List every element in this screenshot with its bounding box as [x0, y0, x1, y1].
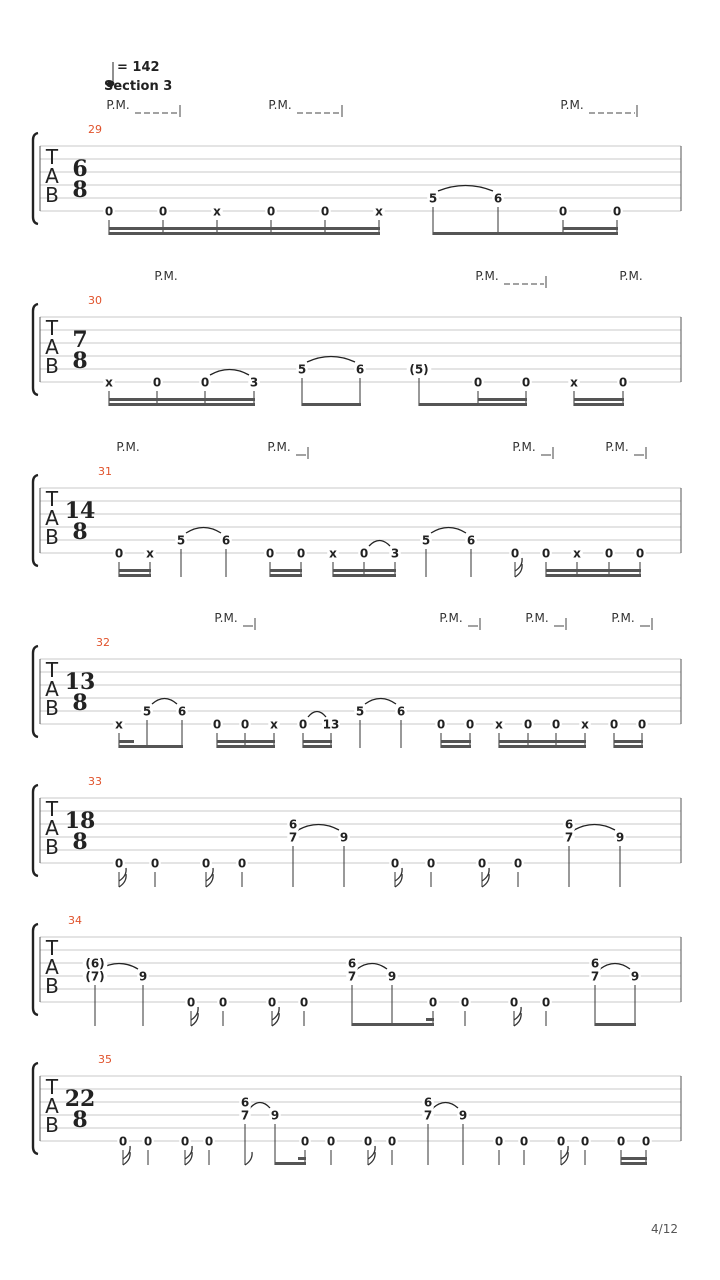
- fret-number: x: [329, 546, 337, 561]
- beam: [574, 403, 624, 406]
- fret-number: 0: [465, 717, 475, 732]
- palm-mute-label: P.M.: [525, 611, 549, 625]
- fret-number: 0: [150, 856, 160, 871]
- fret-number: 0: [320, 204, 330, 219]
- tab-clef-t: T: [45, 936, 59, 960]
- measure-number: 29: [88, 123, 102, 136]
- beam: [499, 745, 586, 748]
- beam: [109, 232, 380, 235]
- fret-number: 0: [298, 717, 308, 732]
- tab-clef-a: A: [45, 955, 59, 979]
- system-bracket: [33, 475, 38, 566]
- fret-number: 0: [513, 856, 523, 871]
- time-signature-bottom: 8: [72, 519, 88, 545]
- tie-arc: [298, 825, 339, 831]
- tie-arc: [308, 712, 326, 718]
- tab-clef-a: A: [45, 677, 59, 701]
- beam: [217, 740, 275, 743]
- fret-number: 0: [300, 1134, 310, 1149]
- beam: [441, 745, 471, 748]
- fret-number: x: [146, 546, 154, 561]
- tie-arc: [210, 370, 249, 376]
- fret-number: 6: [493, 191, 503, 206]
- fret-number: 6: [423, 1095, 433, 1110]
- fret-number: (7): [85, 969, 105, 984]
- beam: [563, 232, 618, 235]
- fret-number: 9: [387, 969, 397, 984]
- fret-number: 0: [359, 546, 369, 561]
- beam: [478, 403, 527, 406]
- fret-number: 0: [436, 717, 446, 732]
- tie-arc: [431, 528, 466, 534]
- fret-number: 0: [204, 1134, 214, 1149]
- palm-mute-label: P.M.: [268, 98, 292, 112]
- fret-number: 0: [363, 1134, 373, 1149]
- fret-number: 0: [186, 995, 196, 1010]
- fret-number: (5): [409, 362, 429, 377]
- system-bracket: [33, 133, 38, 224]
- tab-system: [33, 269, 681, 406]
- tab-system: [33, 914, 681, 1026]
- fret-number: 7: [423, 1108, 433, 1123]
- tab-clef-t: T: [45, 487, 59, 511]
- palm-mute-label: P.M.: [267, 440, 291, 454]
- beam: [119, 740, 134, 743]
- fret-number: 0: [428, 995, 438, 1010]
- fret-number: 9: [458, 1108, 468, 1123]
- beam: [109, 398, 255, 401]
- beam: [563, 227, 618, 230]
- fret-number: 0: [114, 546, 124, 561]
- beam: [621, 1157, 647, 1160]
- beam: [574, 398, 624, 401]
- tab-system: [33, 611, 681, 748]
- fret-number: 0: [240, 717, 250, 732]
- beam: [333, 569, 396, 572]
- fret-number: 0: [510, 546, 520, 561]
- fret-number: 5: [142, 704, 152, 719]
- tie-arc: [574, 825, 615, 831]
- palm-mute-label: P.M.: [605, 440, 629, 454]
- time-signature-bottom: 8: [72, 829, 88, 855]
- tab-clef-t: T: [45, 658, 59, 682]
- fret-number: 7: [347, 969, 357, 984]
- beam: [478, 398, 527, 401]
- tempo-value: = 142: [117, 60, 160, 75]
- fret-number: 6: [355, 362, 365, 377]
- fret-number: 7: [240, 1108, 250, 1123]
- time-signature-bottom: 8: [72, 1107, 88, 1133]
- fret-number: 6: [590, 956, 600, 971]
- fret-number: 0: [494, 1134, 504, 1149]
- fret-number: 6: [177, 704, 187, 719]
- tab-clef-a: A: [45, 506, 59, 530]
- fret-number: 0: [616, 1134, 626, 1149]
- beam: [614, 745, 643, 748]
- fret-number: (6): [85, 956, 105, 971]
- tie-arc: [357, 964, 387, 970]
- time-signature-bottom: 8: [72, 177, 88, 203]
- fret-number: 9: [339, 830, 349, 845]
- fret-number: 0: [509, 995, 519, 1010]
- fret-number: 5: [428, 191, 438, 206]
- tab-clef-b: B: [45, 525, 59, 549]
- tie-arc: [307, 357, 355, 363]
- fret-number: 0: [266, 204, 276, 219]
- fret-number: 0: [296, 546, 306, 561]
- fret-number: 6: [240, 1095, 250, 1110]
- tab-clef-a: A: [45, 1094, 59, 1118]
- tab-clef-t: T: [45, 797, 59, 821]
- fret-number: 0: [390, 856, 400, 871]
- palm-mute-label: P.M.: [214, 611, 238, 625]
- fret-number: 7: [590, 969, 600, 984]
- system-bracket: [33, 304, 38, 395]
- fret-number: 0: [556, 1134, 566, 1149]
- tab-clef-b: B: [45, 974, 59, 998]
- tab-clef-t: T: [45, 145, 59, 169]
- beam: [441, 740, 471, 743]
- measure-number: 32: [96, 636, 110, 649]
- palm-mute-label: P.M.: [106, 98, 130, 112]
- beam: [217, 745, 275, 748]
- beam: [270, 569, 302, 572]
- system-bracket: [33, 785, 38, 876]
- fret-number: 5: [297, 362, 307, 377]
- palm-mute-label: P.M.: [619, 269, 643, 283]
- palm-mute-label: P.M.: [475, 269, 499, 283]
- fret-number: 6: [221, 533, 231, 548]
- fret-number: 0: [326, 1134, 336, 1149]
- fret-number: 0: [118, 1134, 128, 1149]
- beam: [595, 1023, 636, 1026]
- tie-arc: [438, 186, 493, 192]
- beam: [352, 1023, 434, 1026]
- fret-number: 0: [267, 995, 277, 1010]
- measure-number: 35: [98, 1053, 112, 1066]
- palm-mute-label: P.M.: [439, 611, 463, 625]
- beam: [119, 745, 183, 748]
- fret-number: 0: [477, 856, 487, 871]
- system-bracket: [33, 924, 38, 1015]
- beam: [546, 574, 641, 577]
- system-bracket: [33, 646, 38, 737]
- fret-number: 0: [143, 1134, 153, 1149]
- fret-number: 0: [201, 856, 211, 871]
- beam: [426, 1018, 434, 1021]
- fret-number: 0: [612, 204, 622, 219]
- palm-mute-label: P.M.: [560, 98, 584, 112]
- fret-number: 0: [158, 204, 168, 219]
- beam: [546, 569, 641, 572]
- tab-system: [33, 1053, 681, 1165]
- tie-arc: [600, 964, 630, 970]
- tab-clef-a: A: [45, 816, 59, 840]
- measure-number: 34: [68, 914, 82, 927]
- palm-mute-label: P.M.: [116, 440, 140, 454]
- tie-arc: [433, 1103, 458, 1109]
- beam: [499, 740, 586, 743]
- measure-number: 33: [88, 775, 102, 788]
- tab-clef-b: B: [45, 183, 59, 207]
- tab-clef-a: A: [45, 335, 59, 359]
- fret-number: 0: [265, 546, 275, 561]
- fret-number: 6: [396, 704, 406, 719]
- fret-number: x: [105, 375, 113, 390]
- fret-number: x: [115, 717, 123, 732]
- beam: [119, 569, 151, 572]
- fret-number: 0: [460, 995, 470, 1010]
- tab-system: [33, 440, 681, 577]
- fret-number: 0: [114, 856, 124, 871]
- fret-number: x: [270, 717, 278, 732]
- time-signature-top: 7: [72, 327, 88, 353]
- beam: [270, 574, 302, 577]
- fret-number: 0: [618, 375, 628, 390]
- fret-number: 0: [200, 375, 210, 390]
- tab-clef-t: T: [45, 1075, 59, 1099]
- beam: [275, 1162, 306, 1165]
- fret-number: 0: [541, 995, 551, 1010]
- time-signature-top: 6: [72, 156, 88, 182]
- beam: [614, 740, 643, 743]
- palm-mute-label: P.M.: [154, 269, 178, 283]
- time-signature-top: 14: [64, 498, 96, 524]
- section-title: Section 3: [104, 79, 173, 94]
- time-signature-top: 22: [64, 1086, 96, 1112]
- beam: [303, 740, 332, 743]
- fret-number: 6: [347, 956, 357, 971]
- fret-number: 5: [421, 533, 431, 548]
- fret-number: 0: [218, 995, 228, 1010]
- time-signature-top: 18: [64, 808, 96, 834]
- fret-number: 0: [609, 717, 619, 732]
- fret-number: x: [573, 546, 581, 561]
- fret-number: x: [581, 717, 589, 732]
- fret-number: 3: [249, 375, 259, 390]
- tie-arc: [369, 541, 390, 547]
- fret-number: 5: [355, 704, 365, 719]
- fret-number: 0: [521, 375, 531, 390]
- beam: [119, 574, 151, 577]
- fret-number: 5: [176, 533, 186, 548]
- beam: [109, 227, 380, 230]
- tab-clef-b: B: [45, 696, 59, 720]
- fret-number: 0: [541, 546, 551, 561]
- note-flag: [245, 1152, 252, 1165]
- system-bracket: [33, 1063, 38, 1154]
- measure-number: 31: [98, 465, 112, 478]
- tie-arc: [365, 699, 396, 705]
- fret-number: 0: [152, 375, 162, 390]
- fret-number: x: [570, 375, 578, 390]
- fret-number: 0: [473, 375, 483, 390]
- fret-number: 0: [519, 1134, 529, 1149]
- fret-number: 0: [299, 995, 309, 1010]
- fret-number: 7: [564, 830, 574, 845]
- fret-number: 0: [551, 717, 561, 732]
- fret-number: 6: [466, 533, 476, 548]
- fret-number: 7: [288, 830, 298, 845]
- tie-arc: [186, 528, 221, 534]
- fret-number: 9: [615, 830, 625, 845]
- time-signature-bottom: 8: [72, 348, 88, 374]
- fret-number: x: [375, 204, 383, 219]
- beam: [302, 403, 361, 406]
- tie-arc: [250, 1103, 270, 1109]
- tab-clef-t: T: [45, 316, 59, 340]
- fret-number: 0: [523, 717, 533, 732]
- tab-clef-b: B: [45, 1113, 59, 1137]
- fret-number: x: [495, 717, 503, 732]
- tab-clef-a: A: [45, 164, 59, 188]
- fret-number: 0: [580, 1134, 590, 1149]
- tie-arc: [152, 699, 177, 705]
- page-number: 4/12: [651, 1222, 678, 1236]
- fret-number: 0: [641, 1134, 651, 1149]
- fret-number: 0: [212, 717, 222, 732]
- palm-mute-label: P.M.: [611, 611, 635, 625]
- fret-number: 0: [237, 856, 247, 871]
- beam: [298, 1157, 306, 1160]
- fret-number: 0: [104, 204, 114, 219]
- tab-clef-b: B: [45, 354, 59, 378]
- time-signature-top: 13: [64, 669, 96, 695]
- fret-number: 0: [387, 1134, 397, 1149]
- fret-number: 9: [630, 969, 640, 984]
- measure-number: 30: [88, 294, 102, 307]
- fret-number: 9: [138, 969, 148, 984]
- fret-number: x: [213, 204, 221, 219]
- fret-number: 0: [558, 204, 568, 219]
- tab-clef-b: B: [45, 835, 59, 859]
- fret-number: 3: [390, 546, 400, 561]
- beam: [333, 574, 396, 577]
- fret-number: 0: [637, 717, 647, 732]
- fret-number: 0: [426, 856, 436, 871]
- fret-number: 13: [322, 717, 340, 732]
- beam: [109, 403, 255, 406]
- tab-system: [33, 775, 681, 887]
- fret-number: 6: [288, 817, 298, 832]
- beam: [303, 745, 332, 748]
- time-signature-bottom: 8: [72, 690, 88, 716]
- fret-number: 6: [564, 817, 574, 832]
- fret-number: 0: [604, 546, 614, 561]
- fret-number: 0: [180, 1134, 190, 1149]
- fret-number: 9: [270, 1108, 280, 1123]
- fret-number: 0: [635, 546, 645, 561]
- tab-system: [33, 98, 681, 235]
- palm-mute-label: P.M.: [512, 440, 536, 454]
- tempo-marking: [106, 60, 160, 75]
- beam: [621, 1162, 647, 1165]
